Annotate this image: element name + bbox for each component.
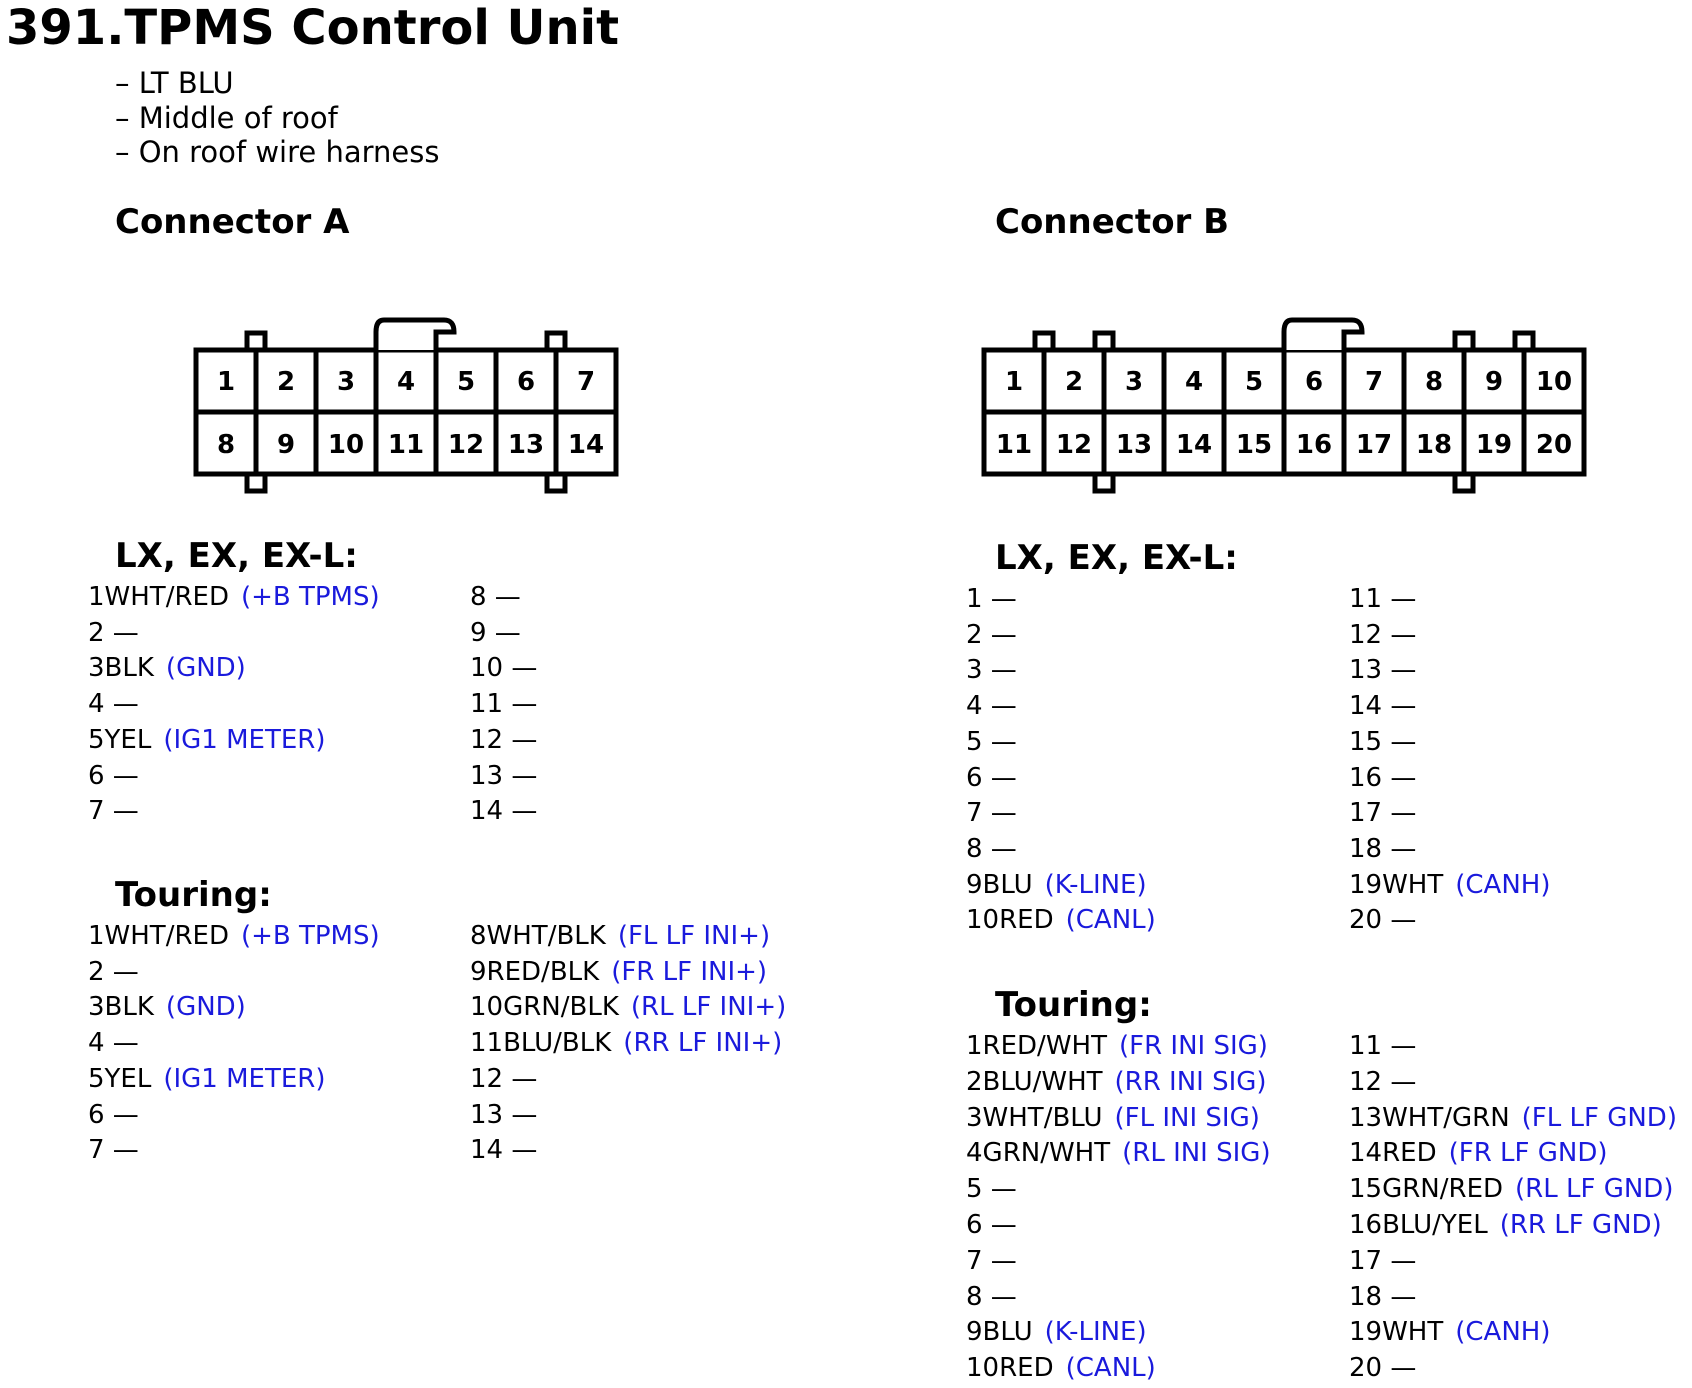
pin-row [88,795,139,827]
pin-number: 3 [88,992,105,1023]
wire-color: — [1382,691,1417,722]
connector_a-top-tab [547,333,565,350]
connector_b-bottom-tab [1455,474,1473,491]
pin-number: 2 [88,617,105,648]
signal-description: (GND) [165,653,246,684]
pin-row [1349,583,1416,615]
pin-row [1349,1173,1503,1205]
pin-number: 9 [966,869,983,900]
pin-number: 13 [470,760,504,791]
pin-row [1349,1030,1416,1062]
pin-row [470,652,537,684]
pin-number: 3 [966,655,983,686]
pin-number: 19 [1349,869,1383,900]
pin-number: 5 [966,726,983,757]
pin-row [966,797,1017,829]
pin-row [966,1281,1017,1313]
wire-color: — [1382,1245,1417,1276]
pin-row [966,1245,1017,1277]
pin-row [1349,904,1416,936]
pin-number: 5 [88,1063,105,1094]
pin-number: 6 [966,1210,983,1240]
pin-row [88,617,139,649]
pin-row [966,726,1017,758]
wire-color: — [503,653,538,684]
pin-number: 8 [966,1281,983,1312]
wire-color: — [982,655,1017,686]
wire-color: GRN/RED [1382,1174,1504,1205]
pin-row [966,619,1017,651]
wire-color: — [104,1028,139,1059]
pin-row [470,1099,537,1131]
page-title: 391.TPMS Control Unit [6,0,620,56]
pin-row [1349,762,1416,794]
signal-description: (+B TPMS) [240,921,380,951]
pin-number: 3 [966,1102,983,1133]
wire-color: WHT [1382,869,1444,900]
connector_b-pin-label: 4 [1184,367,1204,397]
pin-row [1349,654,1416,686]
connector_b-pin-label: 11 [995,430,1033,460]
signal-description: (CANH) [1455,1317,1551,1348]
connector_a-latch [376,320,454,350]
pin-number: 2 [966,1066,983,1097]
pin-row [470,688,537,720]
pin-row [88,956,139,988]
signal-description: (+B TPMS) [240,582,380,612]
connector_a-bottom-tab [547,474,565,491]
connector_b-pin-label: 16 [1295,430,1333,460]
signal-description: (K-LINE) [1044,1317,1147,1348]
pin-number: 12 [470,1063,504,1094]
connector_a-pin-label: 14 [567,430,605,460]
wire-color: — [982,584,1017,614]
pin-row [966,1316,1033,1348]
wire-color: — [1382,1066,1417,1097]
pin-number: 4 [88,689,105,720]
pin-row [470,991,619,1023]
wire-color: BLU/WHT [982,1066,1103,1097]
connector_b-top-tab [1095,333,1113,350]
connector_a-pin-label: 4 [396,367,416,397]
wire-color: — [503,689,538,720]
pin-row [1349,1245,1416,1277]
connector_b-pin-label: 15 [1235,430,1273,460]
connector_b-pin-label: 17 [1355,430,1393,460]
pin-number: 18 [1349,1281,1383,1312]
wire-color: — [1382,1281,1417,1312]
signal-description: (RR INI SIG) [1114,1066,1267,1097]
pin-number: 12 [470,724,504,755]
connector_b-pin-label: 18 [1415,430,1453,460]
pin-row [1349,869,1443,901]
pin-number: 10 [966,905,1000,936]
pin-number: 2 [88,956,105,987]
connector_b-pin-label: 1 [1004,367,1024,397]
connector-b-title: Connector B [995,202,1230,242]
wire-color: — [982,1210,1017,1240]
pin-number: 6 [88,760,105,791]
connector_b-top-tab [1515,333,1533,350]
pin-number: 4 [966,691,983,722]
pin-row [966,1173,1017,1205]
pin-row [1349,619,1416,651]
pin-row [1349,1316,1443,1348]
pin-row [1349,1137,1437,1169]
pin-row [88,991,154,1023]
wire-color: — [982,1245,1017,1276]
pin-number: 7 [966,798,983,829]
pin-row [966,1209,1017,1241]
pin-number: 4 [966,1138,983,1169]
pin-row [966,654,1017,686]
wire-color: — [1382,726,1417,757]
connector_b-pin-label: 10 [1535,367,1573,397]
pin-row [966,583,1017,615]
wire-color: — [503,1099,538,1130]
wire-color: — [982,833,1017,864]
wire-color: — [486,617,521,648]
pin-number: 12 [1349,1066,1383,1097]
connector_a-pin-label: 11 [387,430,425,460]
pin-number: 19 [1349,1317,1383,1348]
pin-row [1349,797,1416,829]
wire-color: — [1382,798,1417,829]
pin-row [966,869,1033,901]
connector_a-pin-label: 2 [276,367,296,397]
wire-color: — [1382,1353,1417,1384]
signal-description: (CANL) [1065,1353,1156,1384]
pin-row [966,1030,1107,1062]
signal-description: (FL INI SIG) [1114,1102,1260,1133]
connector_a-pin-label: 8 [216,430,236,460]
wire-color: BLU [982,1317,1033,1348]
pin-number: 14 [1349,691,1383,722]
signal-description: (RR LF GND) [1499,1210,1662,1240]
signal-description: (CANL) [1065,905,1156,936]
pin-row [966,904,1054,936]
pin-row [88,1063,151,1095]
pin-number: 7 [88,1135,105,1166]
location-info-color: – LT BLU [115,66,234,100]
pin-number: 14 [470,796,504,827]
wire-color: BLU [982,869,1033,900]
connector_a-pin-label: 13 [507,430,545,460]
pin-row [1349,1352,1416,1384]
wire-color: — [1382,833,1417,864]
wire-color: — [104,617,139,648]
pin-number: 7 [966,1245,983,1276]
signal-description: (K-LINE) [1044,869,1147,900]
pin-row [966,690,1017,722]
connector_a-pin-label: 1 [216,367,236,397]
connector_b-pin-label: 7 [1364,367,1384,397]
pin-row [1349,1102,1510,1134]
connector_b-pin-label: 19 [1475,430,1513,460]
pin-number: 6 [88,1099,105,1130]
wire-color: — [503,724,538,755]
pin-row [470,1027,611,1059]
pin-row [470,581,521,613]
connector-a-title: Connector A [115,202,350,242]
connector_a-pin-label: 3 [336,367,356,397]
pin-number: 10 [470,653,504,684]
connector_b-pin-label: 20 [1535,430,1573,460]
pin-row [470,795,537,827]
pin-row [1349,690,1416,722]
pin-number: 10 [470,992,504,1023]
pin-row [88,1099,139,1131]
wire-color: — [104,689,139,720]
pin-number: 10 [966,1353,1000,1384]
connector_a-pin-label: 6 [516,367,536,397]
pin-number: 8 [966,833,983,864]
wire-color: GRN/BLK [503,992,619,1023]
signal-description: (FL LF INI+) [617,921,771,951]
pin-row [88,724,151,756]
pin-row [966,1137,1110,1169]
pin-row [470,760,537,792]
pin-number: 1 [966,1031,983,1061]
wire-color: RED/BLK [486,956,600,987]
wire-color: BLK [104,992,154,1023]
signal-description: (FR LF GND) [1448,1138,1608,1169]
connector_a-bottom-tab [247,474,265,491]
connector-b-lx-heading: LX, EX, EX-L: [995,538,1238,578]
wire-color: YEL [104,1063,152,1094]
wire-color: — [1382,619,1417,650]
wire-color: — [982,762,1017,793]
pin-row [88,760,139,792]
pin-row [88,920,229,952]
wire-color: RED [999,1353,1054,1384]
pin-number: 9 [966,1317,983,1348]
connector_a-pin-label: 9 [276,430,296,460]
pin-number: 20 [1349,905,1383,936]
pin-row [470,724,537,756]
pin-row [470,956,599,988]
connector_b-top-tab [1455,333,1473,350]
connector_b-pin-label: 6 [1304,367,1324,397]
connector_a-top-tab [247,333,265,350]
pin-row [88,652,154,684]
location-info-position: – Middle of roof [115,101,338,135]
pin-number: 8 [470,582,487,612]
pin-number: 3 [88,653,105,684]
pin-row [966,1352,1054,1384]
pin-row [470,1063,537,1095]
connector-a-touring-heading: Touring: [115,875,272,915]
pin-number: 13 [470,1099,504,1130]
wire-color: WHT/GRN [1382,1102,1510,1133]
wire-color: — [982,798,1017,829]
signal-description: (FR LF INI+) [611,956,768,987]
signal-description: (RL INI SIG) [1122,1138,1271,1169]
pin-row [470,617,521,649]
signal-description: (FL LF GND) [1521,1102,1677,1133]
pin-row [1349,726,1416,758]
pin-number: 12 [1349,619,1383,650]
wire-color: RED/WHT [982,1031,1107,1061]
pin-number: 16 [1349,762,1383,793]
wire-color: WHT/BLK [486,921,606,951]
wire-color: YEL [104,724,152,755]
pin-number: 11 [470,1028,504,1059]
connector_a-pin-label: 12 [447,430,485,460]
wire-color: — [982,691,1017,722]
connector_b-top-tab [1035,333,1053,350]
pin-row [1349,1281,1416,1313]
connector_b-pin-label: 3 [1124,367,1144,397]
wire-color: — [503,760,538,791]
connector-a-lx-heading: LX, EX, EX-L: [115,536,358,576]
wire-color: — [104,796,139,827]
signal-description: (RL LF INI+) [630,992,787,1023]
pin-row [88,581,229,613]
pin-number: 5 [966,1174,983,1205]
pin-number: 9 [470,956,487,987]
wire-color: BLU/BLK [503,1028,612,1059]
pin-row [1349,1209,1488,1241]
wire-color: — [1382,1031,1417,1061]
pin-row [88,1027,139,1059]
pin-row [966,833,1017,865]
pin-number: 15 [1349,1174,1383,1205]
wire-color: — [982,1281,1017,1312]
connector_b-pin-label: 14 [1175,430,1213,460]
connector_a-pin-label: 5 [456,367,476,397]
pin-row [1349,1066,1416,1098]
connector_b-pin-label: 5 [1244,367,1264,397]
pin-row [470,1134,537,1166]
connector_b-pin-label: 2 [1064,367,1084,397]
connector_b-bottom-tab [1095,474,1113,491]
pin-number: 6 [966,762,983,793]
pin-number: 14 [470,1135,504,1166]
wire-color: GRN/WHT [982,1138,1111,1169]
signal-description: (CANH) [1455,869,1551,900]
signal-description: (FR INI SIG) [1118,1031,1268,1061]
connector_b-pin-label: 12 [1055,430,1093,460]
signal-description: (RR LF INI+) [623,1028,783,1059]
pin-number: 2 [966,619,983,650]
signal-description: (GND) [165,992,246,1023]
wire-color: RED [1382,1138,1437,1169]
pin-row [88,688,139,720]
pin-number: 9 [470,617,487,648]
pin-number: 17 [1349,798,1383,829]
pin-row [966,1066,1103,1098]
signal-description: (RL LF GND) [1515,1174,1674,1205]
pin-number: 1 [88,582,105,612]
wire-color: — [503,1135,538,1166]
pin-number: 11 [1349,1031,1383,1061]
pin-number: 14 [1349,1138,1383,1169]
pin-row [966,1102,1103,1134]
connector-a-diagram [0,0,1692,520]
connector_b-pin-label: 9 [1484,367,1504,397]
wire-color: — [104,956,139,987]
pin-number: 17 [1349,1245,1383,1276]
pin-number: 11 [1349,584,1383,614]
wire-color: — [982,619,1017,650]
pin-number: 7 [88,796,105,827]
pin-number: 13 [1349,1102,1383,1133]
connector_b-pin-label: 13 [1115,430,1153,460]
pin-number: 4 [88,1028,105,1059]
pin-number: 1 [88,921,105,951]
pin-number: 20 [1349,1353,1383,1384]
pin-number: 15 [1349,726,1383,757]
connector-b-touring-heading: Touring: [995,985,1152,1025]
wire-color: WHT/RED [104,582,229,612]
location-info-harness: – On roof wire harness [115,135,440,169]
connector_b-latch [1284,320,1362,350]
pin-number: 18 [1349,833,1383,864]
wire-color: BLK [104,653,154,684]
wire-color: WHT/RED [104,921,229,951]
wire-color: — [1382,905,1417,936]
wire-color: — [104,1099,139,1130]
wire-color: — [1382,655,1417,686]
wire-color: — [982,726,1017,757]
pin-number: 13 [1349,655,1383,686]
wire-color: RED [999,905,1054,936]
signal-description: (IG1 METER) [163,724,326,755]
pin-number: 8 [470,921,487,951]
wire-color: — [1382,762,1417,793]
pin-number: 16 [1349,1210,1383,1240]
wire-color: — [503,1063,538,1094]
pin-number: 1 [966,584,983,614]
connector_a-pin-label: 10 [327,430,365,460]
connector_b-pin-label: 8 [1424,367,1444,397]
wire-color: — [503,796,538,827]
pin-number: 11 [470,689,504,720]
wire-color: BLU/YEL [1382,1210,1488,1240]
wire-color: — [982,1174,1017,1205]
pin-row [1349,833,1416,865]
wire-color: — [486,582,521,612]
pin-number: 5 [88,724,105,755]
pin-row [88,1134,139,1166]
wire-color: — [104,760,139,791]
wire-color: — [1382,584,1417,614]
wire-color: — [104,1135,139,1166]
wire-color: WHT/BLU [982,1102,1103,1133]
wire-color: WHT [1382,1317,1444,1348]
pin-row [966,762,1017,794]
connector_a-pin-label: 7 [576,367,596,397]
pin-row [470,920,606,952]
signal-description: (IG1 METER) [163,1063,326,1094]
